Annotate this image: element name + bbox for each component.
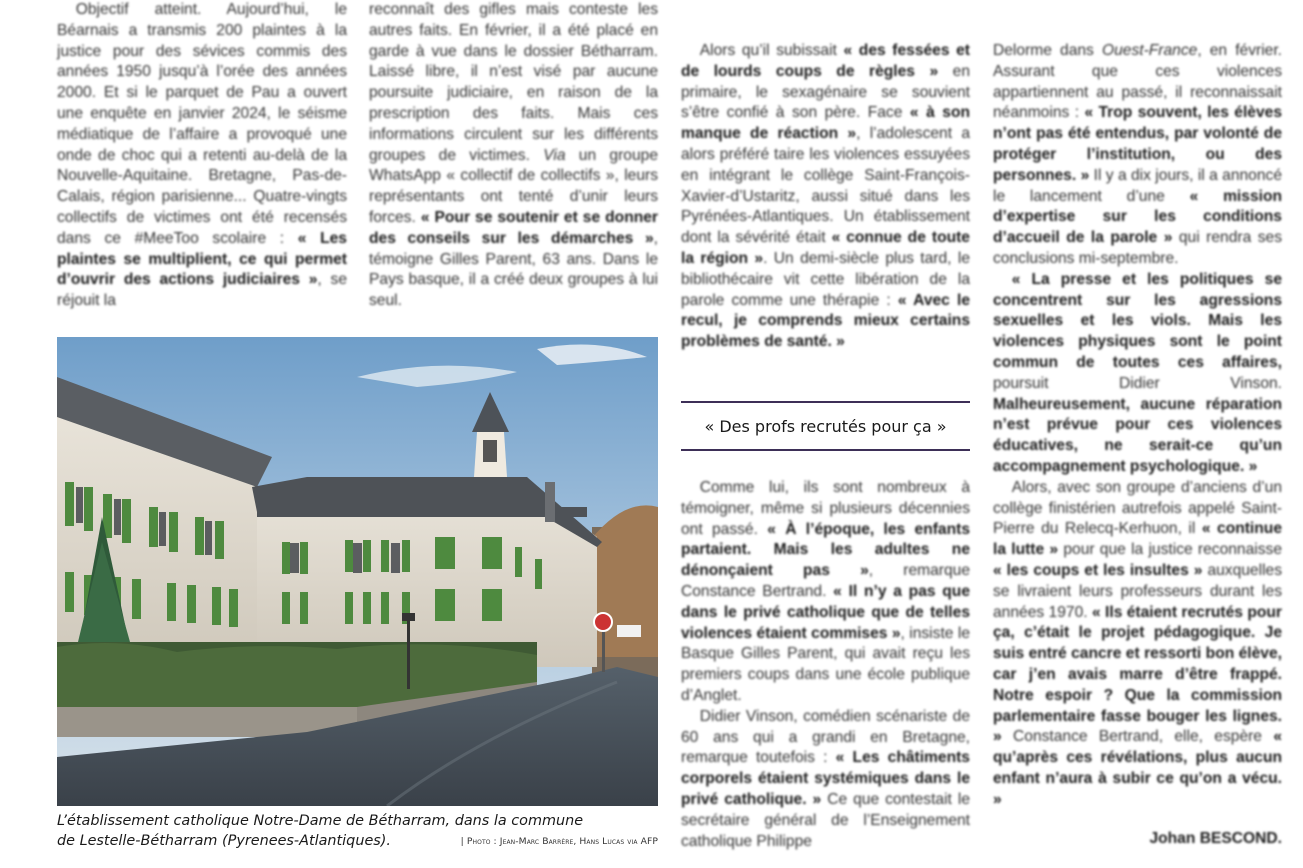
quote: « Les plaintes se multiplient, ce qui permet d’ouvrir des actions judiciaires » (57, 229, 347, 289)
text: . Un demi-siècle plus tard, le bibliothécaire vit cette libération de la parole comme une thérapie : (681, 249, 971, 309)
text: Alors qu’il subissait (699, 42, 844, 59)
text: Didier Vinson, comédien scénariste de 60 ans qui a grandi en Bretagne, remarque toutefois : (681, 707, 970, 767)
caption-line: de Lestelle-Bétharram (Pyrenees-Atlantiques). (57, 832, 391, 849)
paragraph (993, 478, 1282, 811)
article-column-3-continued (681, 478, 970, 852)
text: , témoigne Gilles Parent, 63 ans. Dans le Pays basque, il a créé deux groupes à lui seul. (369, 229, 658, 310)
quote: « les coups et les insultes » (993, 561, 1203, 579)
text: Objectif atteint. Aujourd’hui, le Béarnais a transmis 200 plaintes à la justice pour des sévices commis des années 1950 jusqu’à l’orée des années 2000. Et si le parquet de Pau a ouvert une enquête en janvier 2024, le séisme médiatique de l’affaire a provoqué une onde de choc qui a retenti au-delà de la Nouvelle-Aquitaine. Bretagne, Pas-de-Calais, région parisienne... Quatre-vingts collectifs de victimes ont été recensés dans ce #MeeToo scolaire : (57, 1, 347, 247)
text: Comme lui, ils sont nombreux à témoigner, même si plusieurs décennies ont passé. (681, 479, 970, 538)
article-column-3 (681, 41, 970, 353)
text: , remarque Constance Bertrand. (681, 562, 970, 600)
paragraph (681, 41, 970, 353)
text: un groupe WhatsApp « collectif de collectifs », leurs représentants ont tenté d’unir leurs forces. (369, 146, 658, 226)
text: en primaire, le sexagénaire se souvient s’être confié à son père. Face (681, 62, 970, 122)
photo-caption (57, 812, 658, 851)
paragraph (369, 0, 658, 312)
quote: « Trop souvent, les élèves n’ont pas été entendus, par volonté de protéger l’institution, ou des personnes. » (993, 104, 1282, 184)
quote: « Pour se soutenir et se donner des conseils sur les démarches » (369, 208, 658, 247)
text: , l’adolescent a alors préféré taire les violences essuyées en intégrant le collège Saint-François-Xavier-d’Ustaritz, aussi situé dans les Pyrénées-Atlantiques. Un établissement dont la sévérité était (681, 125, 970, 247)
publication-name: Ouest-France (1101, 42, 1198, 59)
text: reconnaît des gifles mais conteste les autres faits. En février, il a été placé en garde à vue dans le dossier Bétharram. Laissé libre, il n’est visé par aucune poursuite judiciaire, en raison de la prescription des faits. Mais ces informations circulent sur les différents groupes de victimes. (369, 1, 658, 164)
text: auxquelles se livraient leurs professeurs durant les années 1970. (993, 561, 1282, 621)
text: Ce que contestait le secrétaire général de l’Enseignement catholique Philippe (681, 790, 971, 850)
author-signature: Johan BESCOND. (1149, 830, 1282, 847)
text: , se réjouit la (57, 271, 347, 310)
paragraph (57, 0, 347, 312)
photo-credit: | Photo : Jean-Marc Barrère, Hans Lucas via AFP (460, 835, 658, 847)
article-column-2 (369, 0, 658, 312)
text: Delorme dans (993, 42, 1102, 59)
quote: « À l’époque, les enfants partaient. Mais les adultes ne dénonçaient pas » (681, 520, 970, 580)
quote: « à son manque de réaction » (681, 104, 970, 143)
paragraph (993, 270, 1282, 478)
text: Alors, avec son groupe d’anciens d’un collège finistérien autrefois appelé Saint-Pierre du Relecq-Kerhuon, il (993, 478, 1282, 538)
text: Constance Bertrand, elle, espère (1001, 728, 1274, 746)
text: Via (543, 146, 566, 164)
paragraph (993, 41, 1282, 270)
quote: « Les châtiments corporels étaient systémiques dans le privé catholique. » (681, 749, 970, 808)
text: pour que la justice reconnaisse (1058, 541, 1282, 559)
text: qui rendra ses conclusions mi-septembre. (993, 229, 1282, 267)
quote: « connue de toute la région » (681, 229, 970, 267)
paragraph (681, 478, 970, 707)
quote: « continue la lutte » (993, 520, 1282, 559)
article-subheading: « Des profs recrutés pour ça » (681, 401, 970, 451)
article-column-4 (993, 41, 1282, 810)
paragraph (681, 707, 970, 853)
quote: « qu’après ces révélations, plus aucun enfant n’aura à subir ce qu’on a vécu. » (993, 728, 1282, 808)
school-building-image (57, 337, 658, 806)
article-column-1 (57, 0, 347, 312)
text: , en février. Assurant que ces violences appartiennent au passé, il reconnaissait néanmoins : (993, 42, 1283, 122)
quote: « Avec le recul, je comprends mieux certains problèmes de santé. » (681, 291, 970, 351)
article-photo (57, 337, 658, 806)
text: Il y a dix jours, il a annoncé le lancement d’une (993, 166, 1282, 205)
quote: « Il n’y a pas que dans le privé catholique que de telles violences étaient commises » (681, 582, 970, 642)
quote: « Ils étaient recrutés pour ça, c’était le projet pédagogique. Je suis entré cancre et ressorti bon élève, car j’en avais marre d’être frappé. Notre espoir ? Que la commission parlementaire fasse bouger les lignes. » (993, 603, 1282, 746)
text: poursuit Didier Vinson. (993, 374, 1282, 392)
quote: « des fessées et de lourds coups de règles » (681, 42, 971, 80)
quote: « La presse et les politiques se concentrent sur les agressions sexuelles et les viols. Mais les violences physiques sont le point commun de toutes ces affaires, (993, 270, 1282, 371)
caption-line: L’établissement catholique Notre-Dame de Bétharram, dans la commune (57, 813, 584, 829)
quote: Malheureusement, aucune réparation n’est prévue pour ces violences éducatives, ne serait-ce qu’un accompagnement psychologique. » (993, 395, 1282, 475)
text: , insiste le Basque Gilles Parent, qui avait reçu les premiers coups dans une école publique d’Anglet. (681, 624, 970, 704)
quote: « mission d’expertise sur les conditions d’accueil de la parole » (993, 187, 1282, 247)
